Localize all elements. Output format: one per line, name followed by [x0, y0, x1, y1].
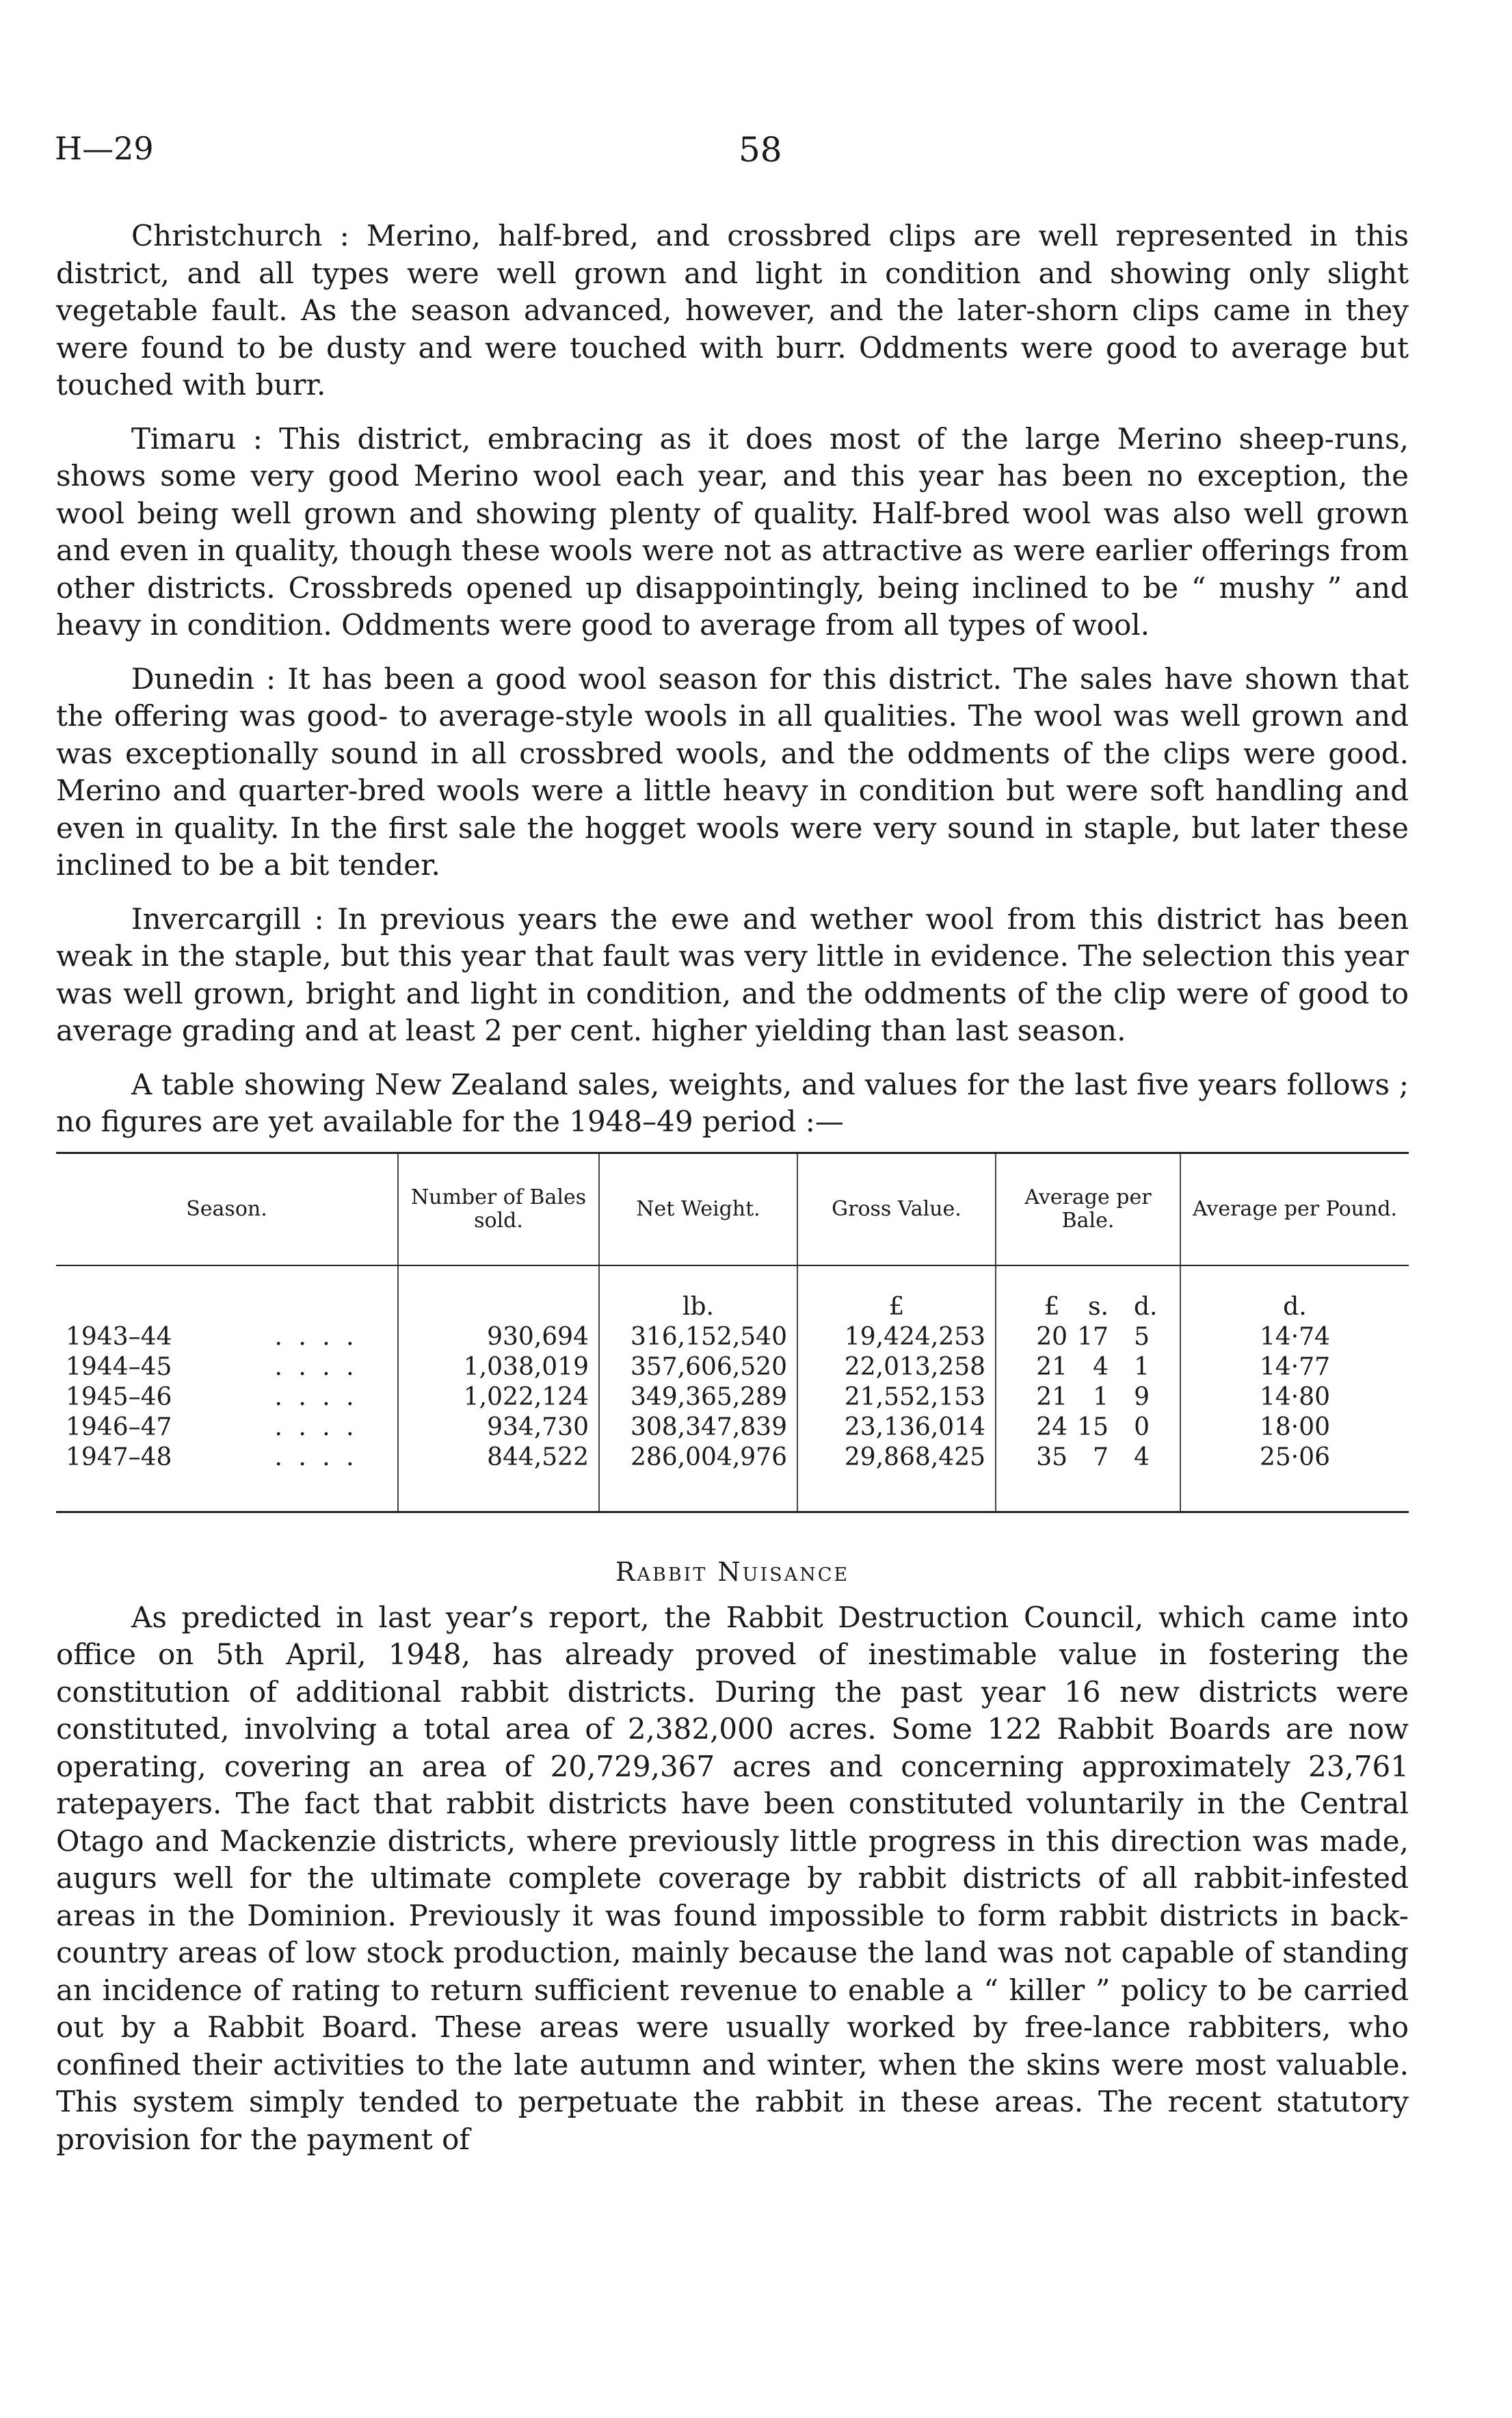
per-bale-shillings: 4 [1093, 1352, 1109, 1381]
cell-per-pound: 14·74 [1180, 1322, 1409, 1352]
cell-weight: 308,347,839 [599, 1412, 797, 1443]
cell-per-pound: 18·00 [1180, 1412, 1409, 1443]
header-bales: Number of Bales sold. [398, 1153, 599, 1265]
cell-per-bale [996, 1443, 1180, 1512]
season-label: 1943–44 [66, 1322, 172, 1351]
per-bale-pounds: 24 [1036, 1412, 1067, 1441]
table-row [56, 1382, 1409, 1412]
cell-gross: 29,868,425 [797, 1443, 996, 1512]
cell-gross: 19,424,253 [797, 1322, 996, 1352]
paragraph-table-intro: A table showing New Zealand sales, weights, and values for the last five years follows ; no figures are yet available for the 1948–49 period :— [56, 1067, 1409, 1138]
cell-bales: 1,022,124 [398, 1382, 599, 1412]
per-bale-pounds: 20 [1036, 1322, 1067, 1351]
per-bale-pence: 4 [1134, 1443, 1150, 1471]
cell-weight: 349,365,289 [599, 1382, 797, 1412]
cell-per-bale [996, 1412, 1180, 1443]
unit-bales [398, 1265, 599, 1322]
season-label: 1945–46 [66, 1382, 172, 1411]
paragraph-rabbit-nuisance: As predicted in last year’s report, the Rabbit Destruction Council, which came into office on 5th April, 1948, has already proved of inestimable value in fostering the constitution of additional rabbit districts. During the past year 16 new districts were constituted, involving a total area of 2,382,000 acres. Some 122 Rabbit Boards are now operating, covering an area of 20,729,367 acres and concerning approximately 23,761 ratepayers. The fact that rabbit districts have been constituted voluntarily in the Central Otago and Mackenzie districts, where previously little progress in this direction was made, augurs well for the ultimate complete coverage by rabbit districts of all rabbit-infested areas in the Dominion. Previously it was found impossible to form rabbit districts in back-country areas of low stock production, mainly because the land was not capable of standing an incidence of rating to return sufficient revenue to enable a “ killer ” policy to be carried out by a Rabbit Board. These areas were usually worked by free-lance rabbiters, who confined their activities to the late autumn and winter, when the skins were most valuable. This system simply tended to perpetuate the rabbit in these areas. The recent statutory provision for the payment of [56, 1600, 1409, 2156]
cell-season [56, 1322, 398, 1352]
per-bale-pence: 0 [1134, 1412, 1150, 1441]
units-row [56, 1265, 1409, 1322]
unit-season [56, 1265, 398, 1322]
cell-weight: 316,152,540 [599, 1322, 797, 1352]
table-row [56, 1352, 1409, 1382]
per-bale-pounds: 35 [1036, 1443, 1067, 1471]
cell-bales: 934,730 [398, 1412, 599, 1443]
header-net-weight: Net Weight. [599, 1153, 797, 1265]
cell-per-pound: 14·80 [1180, 1382, 1409, 1412]
cell-gross: 22,013,258 [797, 1352, 996, 1382]
unit-weight: lb. [599, 1265, 797, 1322]
unit-pounds: £ [1044, 1292, 1060, 1321]
unit-shillings: s. [1088, 1292, 1109, 1321]
unit-per-pound: d. [1180, 1265, 1409, 1322]
cell-season [56, 1352, 398, 1382]
table-row [56, 1412, 1409, 1443]
leader-dots: . . . . [274, 1322, 358, 1351]
page-number: 58 [739, 130, 782, 170]
unit-per-bale [996, 1265, 1180, 1322]
cell-per-bale [996, 1352, 1180, 1382]
per-bale-shillings: 17 [1077, 1322, 1109, 1351]
leader-dots: . . . . [274, 1443, 358, 1471]
paragraph-christchurch: Christchurch : Merino, half-bred, and crossbred clips are well represented in this district, and all types were well grown and light in condition and showing only slight vegetable fault. As the season advanced, however, and the later-shorn clips came in they were found to be dusty and were touched with burr. Oddments were good to average but touched with burr. [56, 219, 1409, 402]
cell-per-pound: 14·77 [1180, 1352, 1409, 1382]
leader-dots: . . . . [274, 1352, 358, 1381]
header-gross-value: Gross Value. [797, 1153, 996, 1265]
cell-season [56, 1443, 398, 1512]
document-code: H—29 [55, 130, 154, 167]
cell-per-bale [996, 1322, 1180, 1352]
unit-pence: d. [1133, 1292, 1158, 1321]
cell-bales: 930,694 [398, 1322, 599, 1352]
page-header [55, 130, 1422, 185]
paragraph-dunedin: Dunedin : It has been a good wool season for this district. The sales have shown that the offering was good- to average-style wools in all qualities. The wool was well grown and was exceptionally sound in all crossbred wools, and the oddments of the clips were good. Merino and quarter-bred wools were a little heavy in condition but were soft handling and even in quality. In the first sale the hogget wools were very sound in staple, but later these inclined to be a bit tender. [56, 661, 1409, 882]
season-label: 1946–47 [66, 1412, 172, 1441]
per-bale-pence: 1 [1134, 1352, 1150, 1381]
cell-per-pound: 25·06 [1180, 1443, 1409, 1512]
table-header-row [56, 1153, 1409, 1265]
cell-per-bale [996, 1382, 1180, 1412]
wool-sales-table-wrap [56, 1152, 1409, 1513]
cell-gross: 23,136,014 [797, 1412, 996, 1443]
cell-season [56, 1382, 398, 1412]
cell-bales: 1,038,019 [398, 1352, 599, 1382]
table-row [56, 1443, 1409, 1512]
page-content [56, 218, 1409, 2174]
wool-sales-table [56, 1152, 1409, 1513]
season-label: 1947–48 [66, 1443, 172, 1471]
cell-weight: 286,004,976 [599, 1443, 797, 1512]
cell-bales: 844,522 [398, 1443, 599, 1512]
header-season: Season. [56, 1153, 398, 1265]
per-bale-shillings: 15 [1077, 1412, 1109, 1441]
per-bale-pence: 5 [1134, 1322, 1150, 1351]
paragraph-timaru: Timaru : This district, embracing as it does most of the large Merino sheep-runs, shows some very good Merino wool each year, and this year has been no exception, the wool being well grown and showing plenty of quality. Half-bred wool was also well grown and even in quality, though these wools were not as attractive as were earlier offerings from other districts. Crossbreds opened up disappointingly, being inclined to be “ mushy ” and heavy in condition. Oddments were good to average from all types of wool. [56, 421, 1409, 642]
per-bale-shillings: 7 [1093, 1443, 1109, 1471]
header-average-per-bale: Average per Bale. [996, 1153, 1180, 1265]
per-bale-pounds: 21 [1036, 1352, 1067, 1381]
cell-weight: 357,606,520 [599, 1352, 797, 1382]
leader-dots: . . . . [274, 1412, 358, 1441]
per-bale-shillings: 1 [1093, 1382, 1109, 1411]
section-heading-rabbit-nuisance: Rabbit Nuisance [615, 1556, 850, 1587]
header-average-per-pound: Average per Pound. [1180, 1153, 1409, 1265]
unit-gross: £ [797, 1265, 996, 1322]
cell-gross: 21,552,153 [797, 1382, 996, 1412]
per-bale-pounds: 21 [1036, 1382, 1067, 1411]
table-row [56, 1322, 1409, 1352]
cell-season [56, 1412, 398, 1443]
paragraph-invercargill: Invercargill : In previous years the ewe and wether wool from this district has been weak in the staple, but this year that fault was very little in evidence. The selection this year was well grown, bright and light in condition, and the oddments of the clip were of good to average grading and at least 2 per cent. higher yielding than last season. [56, 902, 1409, 1047]
season-label: 1944–45 [66, 1352, 172, 1381]
leader-dots: . . . . [274, 1382, 358, 1411]
per-bale-pence: 9 [1134, 1382, 1150, 1411]
